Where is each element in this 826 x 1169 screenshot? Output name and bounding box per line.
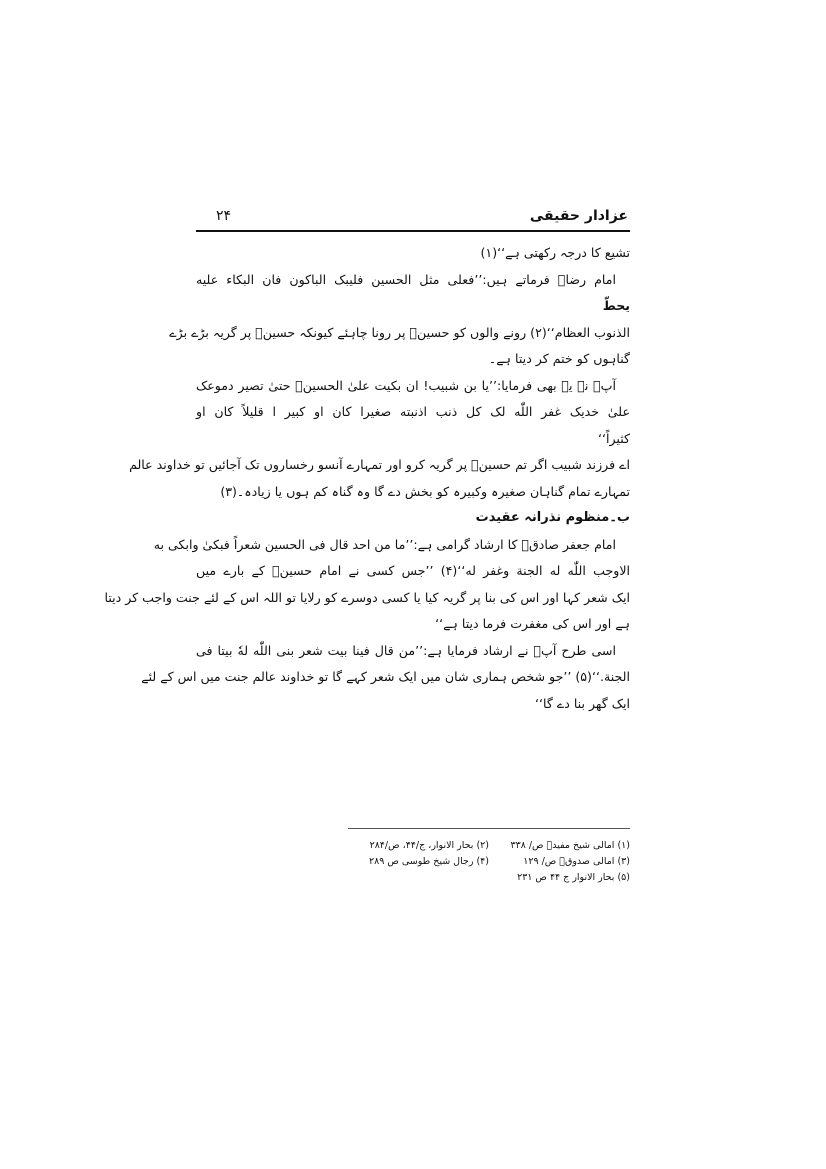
footnote-row xyxy=(348,870,630,886)
text-line: کثیراً‘‘ xyxy=(597,430,630,446)
text-line: الذنوب العظام‘‘(۲) رونے والوں کو حسینؑ پر رونا چاہئے کیونکہ حسینؑ پر گریہ بڑے بڑے xyxy=(169,324,630,340)
text-line: الجنة.‘‘(۵) ’’جو شخص ہماری شان میں ایک شعر کہے گا تو خداوند عالم جنت میں اس کے لئے xyxy=(141,669,630,684)
text-line: یحطّ xyxy=(602,298,630,313)
page-body xyxy=(104,240,630,717)
text-line: امام جعفر صادقؑ کا ارشاد گرامی ہے:’’ما من احد قال فی الحسین شعراً فبکیٰ وابکی به xyxy=(153,536,616,552)
text-line: تمہارے تمام گناہان صغیرہ وکبیرہ کو بخش دے گا وہ گناہ کم ہوں یا زیادہ۔(۳) xyxy=(220,483,630,499)
text-line: علیٰ خدیک غفر اللّٰه لک کل ذنب اذنبته صغیرا کان او کبیر ا قلیلاً کان او xyxy=(196,404,630,419)
footnote-3: (۳) امالی صدوقؒ ص/ ۱۲۹ xyxy=(523,856,630,867)
text-line: ایک شعر کہا اور اس کی بنا پر گریہ کیا یا کسی دوسرے کو رلایا تو اللہ اس کے لئے جنت واجب کر دیتا xyxy=(104,589,630,605)
footnote-1: (۱) امالی شیخ مفیدؒ ص/ ۳۳۸ xyxy=(510,840,630,851)
text-line: اسی طرح آپؑ نے ارشاد فرمایا ہے:’’من قال فینا بیت شعر بنی اللّٰه لهٗ بیتا فی xyxy=(196,642,616,658)
footnote-divider xyxy=(348,828,630,829)
footnotes xyxy=(348,838,630,886)
book-title: عزادار حقیقی xyxy=(529,208,628,224)
footnote-4: (۴) رجال شیخ طوسی ص ۲۸۹ xyxy=(369,856,489,867)
text-line: امام رضاؑ فرماتے ہیں:’’فعلی مثل الحسین فلیبک الباکون فان البکاء علیه xyxy=(196,271,616,287)
footnote-row xyxy=(348,838,630,854)
text-line: اے فرزند شبیب اگر تم حسینؑ پر گریہ کرو اور تمہارے آنسو رخساروں تک آجائیں تو خداوند عالم xyxy=(129,457,630,472)
text-line: آپؑ نے یہ بھی فرمایا:’’یا بن شبیب! ان بکیت علیٰ الحسینؑ حتیٰ تصیر دموعک xyxy=(196,377,616,393)
text-line: الاوجب اللّٰه له الجنة وغفر له‘‘(۴) ’’جس کسی نے امام حسینؑ کے بارے میں xyxy=(196,563,630,578)
page-header xyxy=(196,196,630,232)
footnote-2: (۲) بحار الانوار، ج/۴۴، ص/۲۸۴ xyxy=(369,840,489,851)
book-page xyxy=(104,196,630,883)
text-line: ایک گھر بنا دے گا‘‘ xyxy=(534,695,630,711)
text-line: ہے اور اس کی مغفرت فرما دیتا ہے‘‘ xyxy=(435,616,630,631)
text-line: گناہوں کو ختم کر دیتا ہے۔ xyxy=(488,351,630,366)
page-number: ۲۴ xyxy=(216,208,232,224)
footnote-5: (۵) بحار الانوار ج ۴۴ ص ۲۳۱ xyxy=(517,872,630,883)
text-line: تشیع کا درجہ رکھتی ہے‘‘(۱) xyxy=(480,245,630,260)
footnote-row xyxy=(348,854,630,870)
section-heading: ب۔منظوم نذرانہ عقیدت xyxy=(475,510,630,525)
